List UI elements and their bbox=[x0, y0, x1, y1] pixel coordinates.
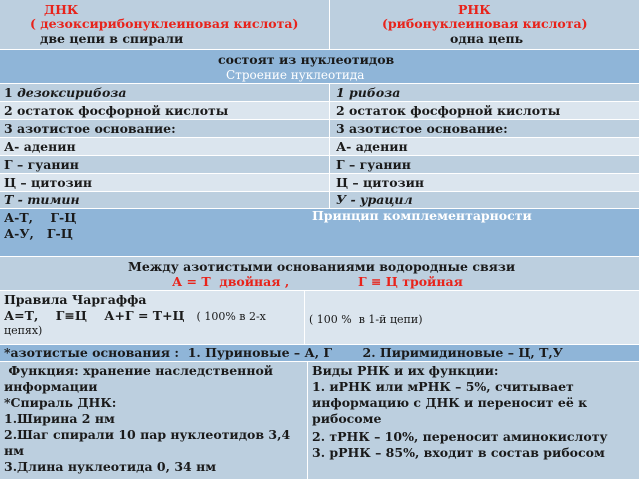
rna-function-line: 3. рРНК – 85%, входит в состав рибосом bbox=[312, 445, 605, 460]
rna-phosphate: 2 остаток фосфорной кислоты bbox=[336, 103, 561, 118]
chargaff-rule-line bbox=[4, 309, 266, 324]
rna-sugar: 1 рибоза bbox=[336, 85, 401, 100]
dna-sugar-num: 1 bbox=[4, 85, 13, 100]
rna-b2-cell bbox=[330, 156, 640, 174]
rna-phosphate-cell bbox=[330, 102, 640, 120]
dna-function-line: 2.Шаг спирали 10 пар нуклеотидов 3,4 bbox=[4, 427, 291, 442]
chargaff-rule: А=Т, Г≡Ц А+Г = Т+Ц bbox=[4, 308, 185, 323]
rna-subtitle: (рибонуклеиновая кислота) bbox=[382, 16, 588, 31]
rna-uracil: У - урацил bbox=[336, 192, 413, 207]
structure-header bbox=[0, 50, 640, 84]
dna-sugar-name: дезоксирибоза bbox=[17, 85, 127, 100]
dna-b3-cell bbox=[0, 174, 330, 192]
at-double-bond: А = Т двойная , bbox=[172, 274, 290, 289]
dna-guanine: Г – гуанин bbox=[4, 157, 79, 172]
rna-function-cell bbox=[308, 362, 640, 480]
rna-title: РНК bbox=[458, 2, 491, 17]
structure-title: Строение нуклеотида bbox=[226, 68, 365, 82]
rna-chains: одна цепь bbox=[450, 31, 524, 46]
dna-subtitle: ( дезоксирибонуклеиновая кислота) bbox=[30, 16, 299, 31]
rna-function-line: рибосоме bbox=[312, 411, 382, 426]
chargaff-title: Правила Чаргаффа bbox=[4, 292, 147, 307]
rna-base-cell bbox=[330, 120, 640, 138]
rna-function-line: Виды РНК и их функции: bbox=[312, 363, 499, 378]
dna-header-cell bbox=[0, 0, 330, 50]
dna-function-line: 1.Ширина 2 нм bbox=[4, 411, 115, 426]
rna-b4-cell bbox=[330, 192, 640, 209]
dna-cytosine: Ц – цитозин bbox=[4, 175, 93, 190]
dna-b1-cell bbox=[0, 138, 330, 156]
hydrogen-bonds-text: Между азотистыми основаниями водородные связи bbox=[128, 259, 516, 274]
dna-b2-cell bbox=[0, 156, 330, 174]
rna-function-line: 2. тРНК – 10%, переносит аминокислоту bbox=[312, 429, 608, 444]
dna-b4-cell bbox=[0, 192, 330, 209]
chargaff-dna-cell bbox=[0, 291, 305, 345]
dna-function-line: информации bbox=[4, 379, 98, 394]
consist-label: состоят из нуклеотидов bbox=[218, 52, 395, 67]
rna-guanine: Г – гуанин bbox=[336, 157, 411, 172]
dna-sugar bbox=[4, 86, 126, 100]
bases-line: *азотистые основания : 1. Пуриновые – А, Г 2. Пиримидиновые – Ц, Т,У bbox=[4, 345, 563, 360]
chargaff-rna-cell bbox=[305, 291, 640, 345]
chargaff-dna-note-cont: цепях) bbox=[4, 324, 43, 337]
chargaff-dna-note: ( 100% в 2-х bbox=[196, 310, 266, 323]
dna-base-cell bbox=[0, 120, 330, 138]
rna-cytosine: Ц – цитозин bbox=[336, 175, 425, 190]
dna-function-cell bbox=[0, 362, 308, 480]
gc-triple-bond: Г ≡ Ц тройная bbox=[358, 274, 463, 289]
bases-section bbox=[0, 345, 640, 362]
complementarity-section bbox=[0, 209, 640, 257]
dna-base: 3 азотистое основание: bbox=[4, 121, 176, 136]
rna-b3-cell bbox=[330, 174, 640, 192]
dna-function-line: 3.Длина нуклеотида 0, 34 нм bbox=[4, 459, 217, 474]
rna-adenine: А- аденин bbox=[336, 139, 408, 154]
dna-chains: две цепи в спирали bbox=[40, 31, 184, 46]
rna-function-line: информацию с ДНК и переносит её к bbox=[312, 395, 588, 410]
rna-pairs: А-У, Г-Ц bbox=[4, 226, 73, 241]
dna-function-line: *Спираль ДНК: bbox=[4, 395, 117, 410]
rna-function-line: 1. иРНК или мРНК – 5%, считывает bbox=[312, 379, 574, 394]
dna-pairs: А-Т, Г-Ц bbox=[4, 210, 77, 225]
dna-title: ДНК bbox=[44, 2, 79, 17]
dna-function-line: Функция: хранение наследственной bbox=[4, 363, 274, 378]
rna-header-cell bbox=[330, 0, 640, 50]
dna-function-line: нм bbox=[4, 443, 25, 458]
chargaff-rna-note: ( 100 % в 1-й цепи) bbox=[309, 313, 423, 326]
dna-phosphate: 2 остаток фосфорной кислоты bbox=[4, 103, 229, 118]
rna-sugar-cell bbox=[330, 84, 640, 102]
dna-sugar-cell bbox=[0, 84, 330, 102]
dna-adenine: А- аденин bbox=[4, 139, 76, 154]
hydrogen-bonds-section bbox=[0, 257, 640, 291]
dna-thymine: Т - тимин bbox=[4, 192, 80, 207]
rna-base: 3 азотистое основание: bbox=[336, 121, 508, 136]
rna-b1-cell bbox=[330, 138, 640, 156]
dna-phosphate-cell bbox=[0, 102, 330, 120]
complementarity-title: Принцип комплементарности bbox=[312, 209, 532, 223]
